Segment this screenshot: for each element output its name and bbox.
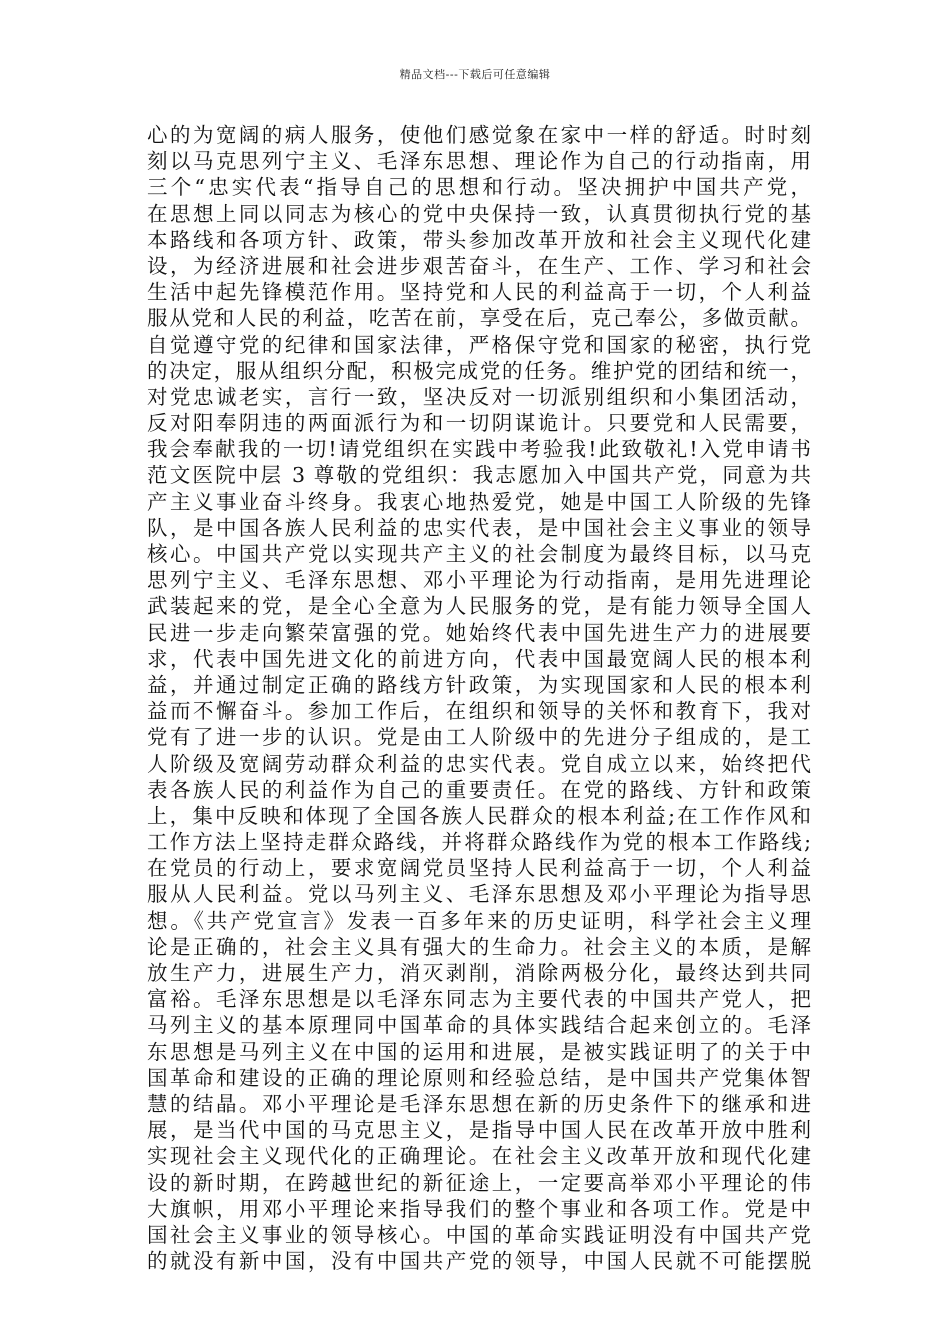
body-line: 思列宁主义、毛泽东思想、邓小平理论为行动指南，是用先进理论 xyxy=(147,568,811,593)
body-line: 三个“忠实代表“指导自己的思想和行动。坚决拥护中国共产党， xyxy=(147,175,811,200)
body-line: 国革命和建设的正确的理论原则和经验总结，是中国共产党集体智 xyxy=(147,1065,811,1090)
body-line: 求，代表中国先进文化的前进方向，代表中国最宽阔人民的根本利 xyxy=(147,646,811,671)
body-line: 放生产力，进展生产力，消灭剥削，消除两极分化，最终达到共同 xyxy=(147,961,811,985)
body-line: 服从党和人民的利益，吃苦在前，享受在后，克己奉公，多做贡献。 xyxy=(147,306,811,331)
body-line: 东思想是马列主义在中国的运用和进展，是被实践证明了的关于中 xyxy=(147,1039,811,1064)
body-line: 慧的结晶。邓小平理论是毛泽东思想在新的历史条件下的继承和进 xyxy=(147,1091,811,1116)
body-line: 生活中起先锋模范作用。坚持党和人民的利益高于一切，个人利益 xyxy=(147,280,811,305)
body-line: 党有了进一步的认识。党是由工人阶级中的先进分子组成的，是工 xyxy=(147,725,811,750)
body-line: 心的为宽阔的病人服务，使他们感觉象在家中一样的舒适。时时刻 xyxy=(147,123,811,147)
body-line: 产主义事业奋斗终身。我衷心地热爱党，她是中国工人阶级的先锋 xyxy=(147,489,811,514)
body-line: 刻以马克思列宁主义、毛泽东思想、理论作为自己的行动指南，用 xyxy=(147,149,811,174)
body-line: 民进一步走向繁荣富强的党。她始终代表中国先进生产力的进展要 xyxy=(147,620,811,645)
body-line: 的决定，服从组织分配，积极完成党的任务。维护党的团结和统一， xyxy=(147,358,811,383)
body-line: 人阶级及宽阔劳动群众利益的忠实代表。党自成立以来，始终把代 xyxy=(147,751,811,776)
body-line: 实现社会主义现代化的正确理论。在社会主义改革开放和现代化建 xyxy=(147,1144,811,1169)
body-line: 核心。中国共产党以实现共产主义的社会制度为最终目标，以马克 xyxy=(147,542,811,566)
body-line: 想。《共产党宣言》发表一百多年来的历史证明，科学社会主义理 xyxy=(147,908,811,933)
body-line: 对党忠诚老实，言行一致，坚决反对一切派别组织和小集团活动， xyxy=(147,384,811,409)
body-line: 国社会主义事业的领导核心。中国的革命实践证明没有中国共产党 xyxy=(147,1222,811,1247)
body-line: 反对阳奉阴违的两面派行为和一切阴谋诡计。只要党和人民需要， xyxy=(147,411,811,436)
body-line: 益而不懈奋斗。参加工作后，在组织和领导的关怀和教育下，我对 xyxy=(147,699,811,724)
body-line: 益，并通过制定正确的路线方针政策，为实现国家和人民的根本利 xyxy=(147,672,811,697)
body-line: 的就没有新中国，没有中国共产党的领导，中国人民就不可能摆脱 xyxy=(147,1249,811,1274)
page-header: 精品文档---下载后可任意编辑 xyxy=(399,68,551,81)
body-line: 范文医院中层 3 尊敬的党组织：我志愿加入中国共产党，同意为共 xyxy=(147,463,811,488)
body-line: 展，是当代中国的马克思主义，是指导中国人民在改革开放中胜利 xyxy=(147,1118,811,1143)
body-line: 论是正确的，社会主义具有强大的生命力。社会主义的本质，是解 xyxy=(147,934,811,959)
body-line: 大旗帜，用邓小平理论来指导我们的整个事业和各项工作。党是中 xyxy=(147,1196,811,1221)
body-line: 富裕。毛泽东思想是以毛泽东同志为主要代表的中国共产党人，把 xyxy=(147,987,811,1012)
body-line: 队，是中国各族人民利益的忠实代表，是中国社会主义事业的领导 xyxy=(147,515,811,540)
body-line: 在思想上同以同志为核心的党中央保持一致，认真贯彻执行党的基 xyxy=(147,201,811,226)
body-line: 服从人民利益。党以马列主义、毛泽东思想及邓小平理论为指导思 xyxy=(147,882,811,907)
body-line: 设，为经济进展和社会进步艰苦奋斗，在生产、工作、学习和社会 xyxy=(147,253,811,278)
body-line: 本路线和各项方针、政策，带头参加改革开放和社会主义现代化建 xyxy=(147,227,811,252)
body-line: 武装起来的党，是全心全意为人民服务的党，是有能力领导全国人 xyxy=(147,594,811,619)
body-line: 上，集中反映和体现了全国各族人民群众的根本利益;在工作作风和 xyxy=(147,803,811,828)
body-line: 我会奉献我的一切!请党组织在实践中考验我!此致敬礼!入党申请书 xyxy=(147,437,811,462)
document-body xyxy=(147,122,811,1274)
body-line: 自觉遵守党的纪律和国家法律，严格保守党和国家的秘密，执行党 xyxy=(147,332,811,357)
body-line: 设的新时期，在跨越世纪的新征途上，一定要高举邓小平理论的伟 xyxy=(147,1170,811,1195)
body-line: 表各族人民的利益作为自己的重要责任。在党的路线、方针和政策 xyxy=(147,777,811,802)
body-line: 工作方法上坚持走群众路线，并将群众路线作为党的根本工作路线; xyxy=(147,830,811,855)
body-line: 在党员的行动上，要求宽阔党员坚持人民利益高于一切，个人利益 xyxy=(147,856,811,881)
body-line: 马列主义的基本原理同中国革命的具体实践结合起来创立的。毛泽 xyxy=(147,1013,811,1038)
